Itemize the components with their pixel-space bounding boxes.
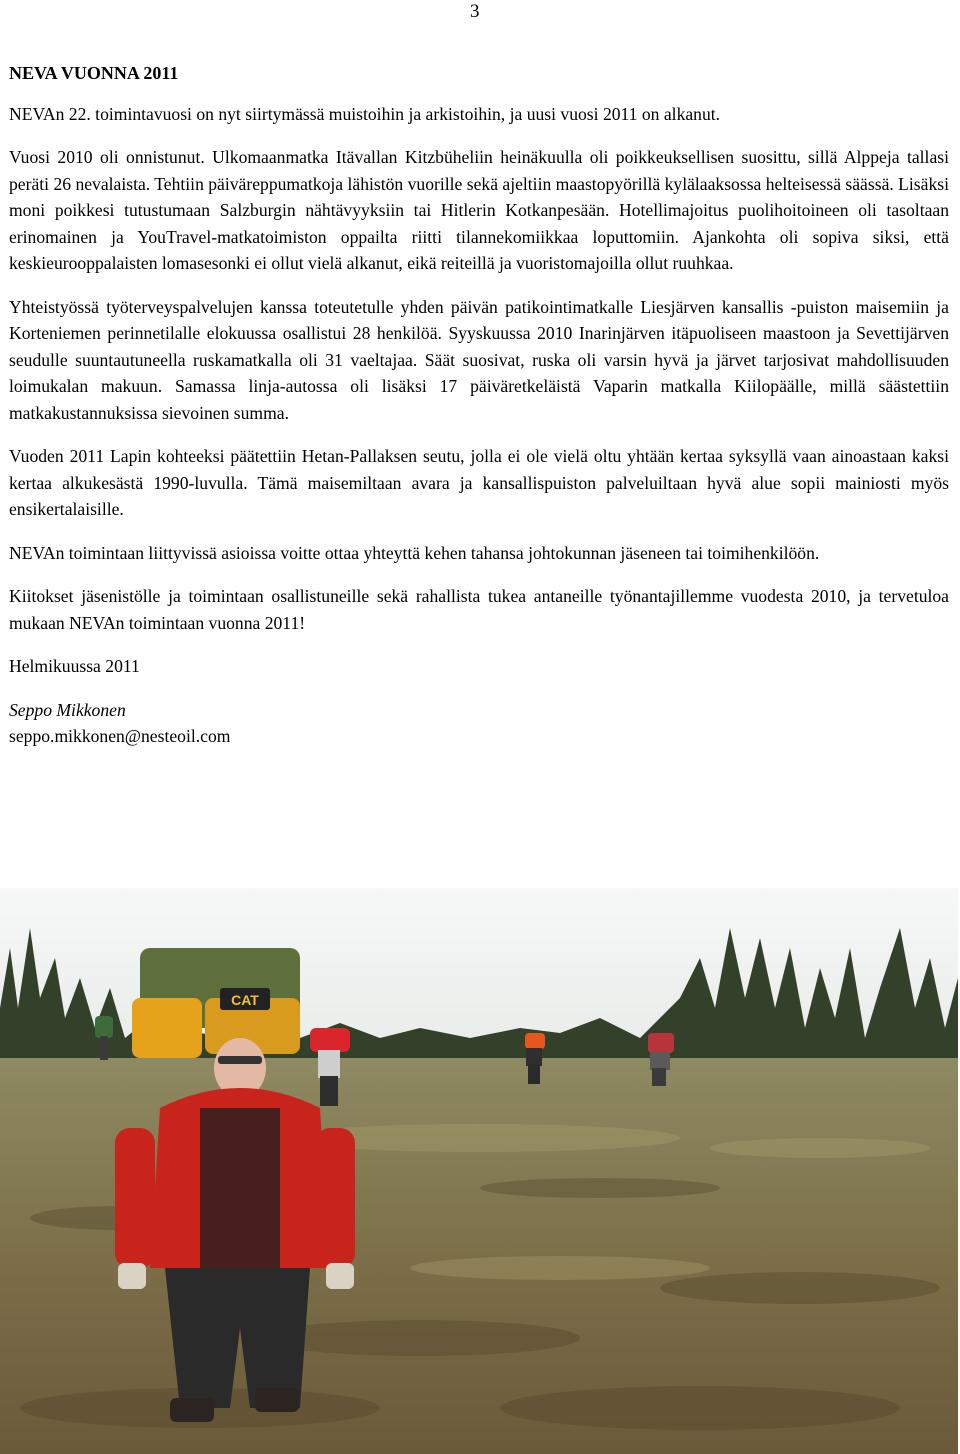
date-line: Helmikuussa 2011: [9, 656, 140, 676]
article-title: NEVA VUONNA 2011: [9, 63, 179, 83]
author-email: seppo.mikkonen@nesteoil.com: [9, 726, 231, 746]
paragraph-contact: NEVAn toimintaan liittyvissä asioissa voitte ottaa yhteyttä kehen tahansa johtokunnan jäseneen tai toimihenkilöön.: [9, 542, 820, 563]
page-number: 3: [470, 1, 480, 22]
author-signature: Seppo Mikkonen: [9, 699, 126, 720]
paragraph-austria-trip: Vuosi 2010 oli onnistunut. Ulkomaanmatka Itävallan Kitzbüheliin heinäkuulla oli poikkeuksellisen suosittu, sillä Alppeja tallasi peräti 26 nevalaista. Tehtiin päiväreppumatkoja lähistön vuorille sekä ajeltiin maastopyörillä kylälaaksossa helteisessä säässä. Lisäksi moni poikkesi tutustumaan Salzburgin nähtävyyksiin tai Hitlerin Kotkanpesään. Hotellimajoitus puolihoitoineen oli tasoltaan erinomainen ja YouTravel-matkatoimiston oppailta riitti tilannekomiikkaa loputtomiin. Ajankohta oli sopiva siksi, että keskieurooppalaisten lomasesonki ei ollut vielä alkanut, eikä reiteillä ja vuoristomajoilla ollut ruuhkaa.: [9, 147, 949, 273]
article-body: [9, 60, 949, 750]
hikers-photo: [0, 888, 958, 1454]
backpack-logo: CAT: [231, 992, 259, 1008]
paragraph-thanks: Kiitokset jäsenistölle ja toimintaan osallistuneille sekä rahallista tukea antaneille työnantajillemme vuodesta 2010, ja tervetuloa mukaan NEVAn toimintaan vuonna 2011!: [9, 586, 949, 633]
paragraph-hiking-trips: Yhteistyössä työterveyspalvelujen kanssa toteutetulle yhden päivän patikointimatkalle Liesjärven kansallis -puiston maisemiin ja Korteniemen perinnetilalle elokuussa osallistui 28 henkilöä. Syyskuussa 2010 Inarinjärven itäpuoliseen maastoon ja Sevettijärven seudulle suuntautuneella ruskamatkalla oli 31 vaeltajaa. Säät suosivat, ruska oli varsin hyvä ja järvet tarjosivat mahdollisuuden loimukalan makuun. Samassa linja-autossa oli lisäksi 17 päiväretkeläistä Vaparin matkalla Kiilopäälle, millä säästettiin matkakustannuksissa sievoinen summa.: [9, 296, 949, 423]
paragraph-intro: NEVAn 22. toimintavuosi on nyt siirtymässä muistoihin ja arkistoihin, ja uusi vuosi 2011 on alkanut.: [9, 103, 721, 124]
paragraph-2011-plans: Vuoden 2011 Lapin kohteeksi päätettiin Hetan-Pallaksen seutu, jolla ei ole vielä oltu yhtään kertaa syksyllä vaan ainoastaan kaksi kertaa alkukesästä 1990-luvulla. Tämä maisemiltaan avara ja kansallispuiston palveluiltaan hyvä alue sopii mainiosti myös ensikertalaisille.: [9, 446, 949, 519]
